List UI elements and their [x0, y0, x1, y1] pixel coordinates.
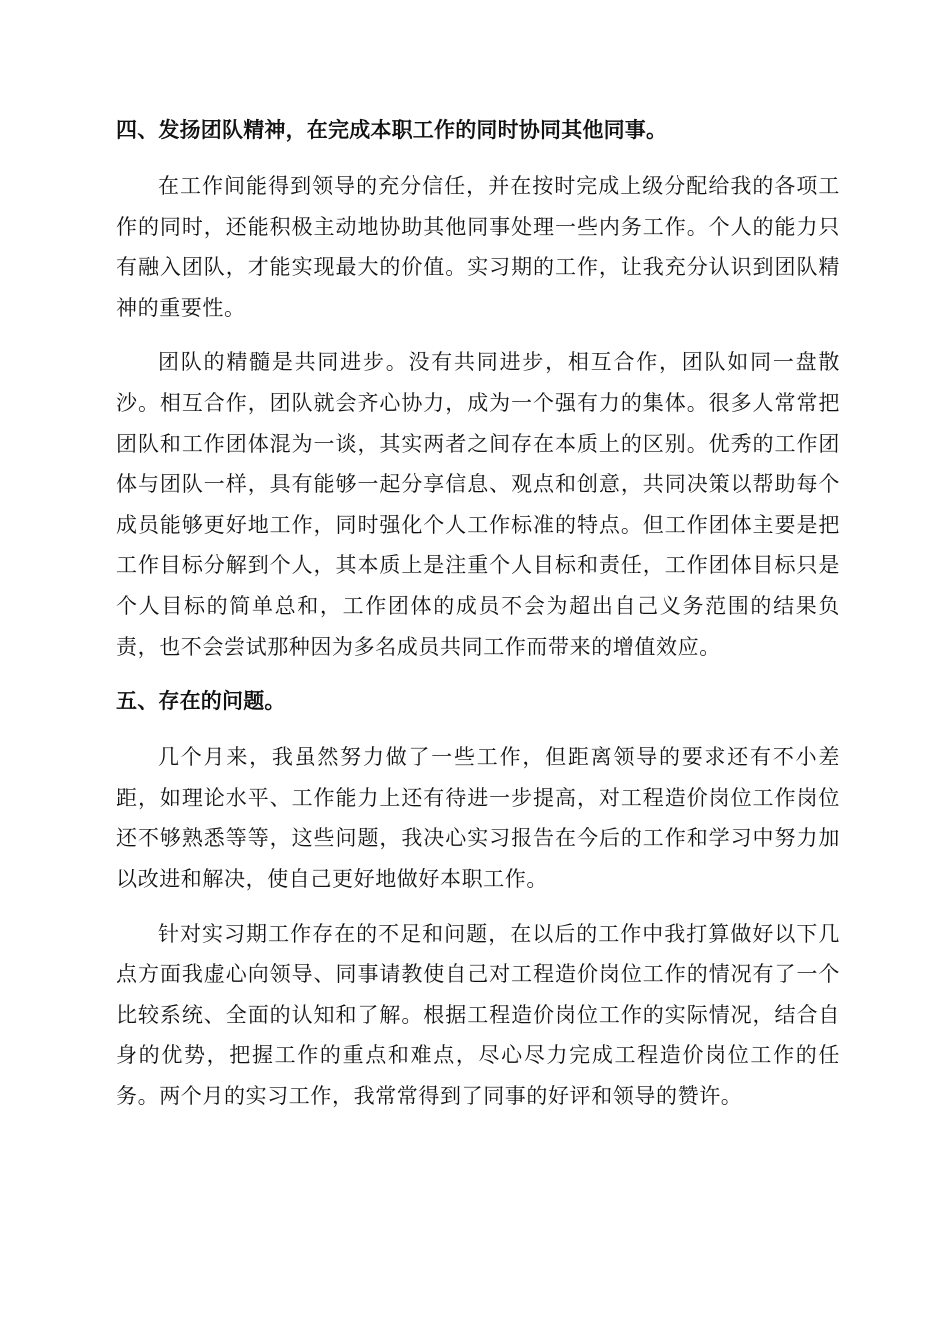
document-page	[116, 108, 840, 1116]
paragraph: 团队的精髓是共同进步。没有共同进步，相互合作，团队如同一盘散沙。相互合作，团队就会齐心协力，成为一个强有力的集体。很多人常常把团队和工作团体混为一谈，其实两者之间存在本质上的区别。优秀的工作团体与团队一样，具有能够一起分享信息、观点和创意，共同决策以帮助每个成员能够更好地工作，同时强化个人工作标准的特点。但工作团体主要是把工作目标分解到个人，其本质上是注重个人目标和责任，工作团体目标只是个人目标的简单总和，工作团体的成员不会为超出自己义务范围的结果负责，也不会尝试那种因为多名成员共同工作而带来的增值效应。	[116, 350, 840, 659]
section-heading-5: 五、存在的问题。	[116, 689, 286, 714]
paragraph: 针对实习期工作存在的不足和问题，在以后的工作中我打算做好以下几点方面我虚心向领导、同事请教使自己对工程造价岗位工作的情况有了一个比较系统、全面的认知和了解。根据工程造价岗位工作的实际情况，结合自身的优势，把握工作的重点和难点，尽心尽力完成工程造价岗位工作的任务。两个月的实习工作，我常常得到了同事的好评和领导的赞许。	[116, 921, 840, 1108]
paragraph: 在工作间能得到领导的充分信任，并在按时完成上级分配给我的各项工作的同时，还能积极主动地协助其他同事处理一些内务工作。个人的能力只有融入团队，才能实现最大的价值。实习期的工作，让我充分认识到团队精神的重要性。	[116, 174, 840, 320]
spacer	[116, 152, 840, 166]
spacer	[116, 723, 840, 737]
spacer	[116, 328, 840, 342]
section-heading-4: 四、发扬团队精神，在完成本职工作的同时协同其他同事。	[116, 118, 668, 142]
paragraph: 几个月来，我虽然努力做了一些工作，但距离领导的要求还有不小差距，如理论水平、工作能力上还有待进一步提高，对工程造价岗位工作岗位还不够熟悉等等，这些问题，我决心实习报告在今后的工作和学习中努力加以改进和解决，使自己更好地做好本职工作。	[116, 745, 840, 891]
spacer	[116, 900, 840, 914]
